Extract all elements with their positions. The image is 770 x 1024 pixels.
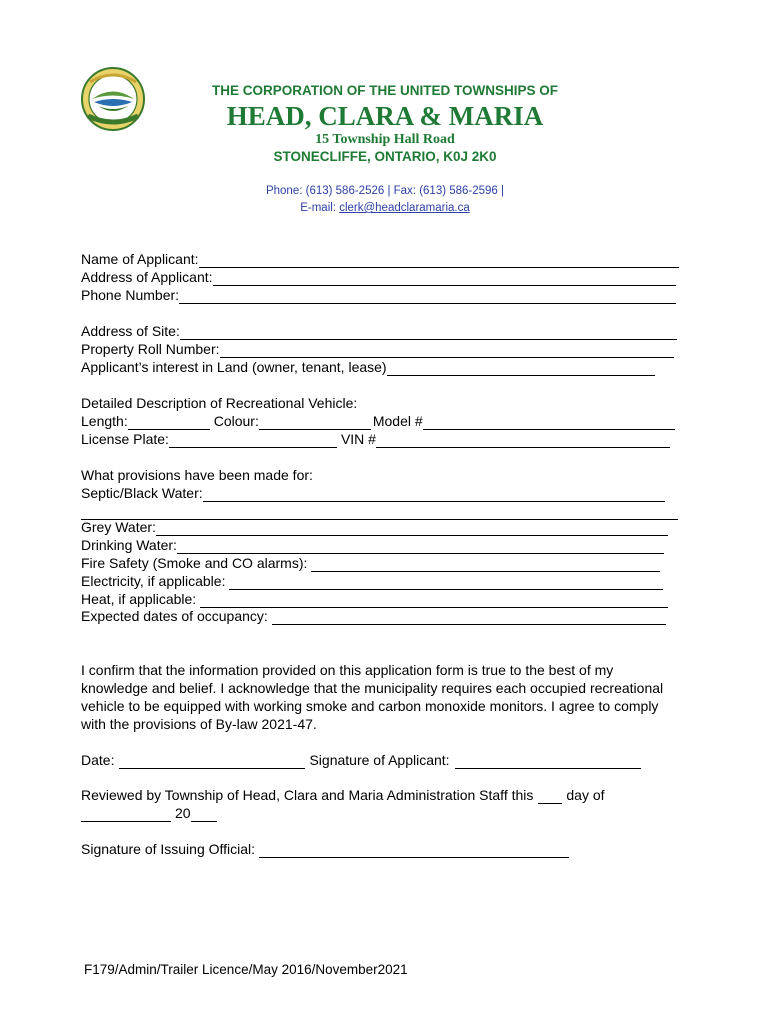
model-field[interactable] (423, 415, 675, 430)
official-signature-field[interactable] (259, 843, 569, 858)
grey-water-field[interactable] (156, 521, 668, 536)
email-line (0, 202, 770, 214)
roll-number-field[interactable] (220, 343, 674, 358)
review-month-year-row (81, 804, 217, 822)
electricity-field[interactable] (229, 575, 663, 590)
grey-water-label: Grey Water: (81, 519, 156, 535)
occupancy-dates-label: Expected dates of occupancy: (81, 608, 268, 624)
year-prefix: 20 (175, 805, 191, 821)
vehicle-heading-row (81, 394, 357, 412)
date-field[interactable] (119, 754, 305, 769)
model-label: Model # (372, 413, 423, 429)
occupancy-dates-field[interactable] (272, 610, 666, 625)
date-label: Date: (81, 752, 115, 768)
applicant-signature-field[interactable] (455, 754, 641, 769)
address-line-1: 15 Township Hall Road (315, 132, 455, 147)
address-line-2: STONECLIFFE, ONTARIO, K0J 2K0 (273, 149, 497, 164)
plate-vin-row (81, 430, 670, 448)
site-address-label: Address of Site: (81, 323, 180, 339)
applicant-address-label: Address of Applicant: (81, 269, 213, 285)
applicant-address-row (81, 268, 676, 286)
septic-field[interactable] (203, 487, 665, 502)
provisions-heading-row (81, 466, 313, 484)
applicant-signature-label: Signature of Applicant: (309, 752, 450, 768)
phone-fax: Phone: (613) 586-2526 | Fax: (613) 586-2596 | (265, 185, 505, 197)
vin-field[interactable] (376, 433, 670, 448)
email-link[interactable]: clerk@headclaramaria.ca (339, 202, 470, 214)
official-signature-label: Signature of Issuing Official: (81, 841, 256, 857)
septic-label: Septic/Black Water: (81, 485, 203, 501)
reviewed-row (81, 786, 605, 804)
vehicle-details-row (81, 412, 675, 430)
electricity-row (81, 572, 663, 590)
review-year-field[interactable] (191, 807, 217, 822)
township-name: HEAD, CLARA & MARIA (226, 101, 544, 131)
applicant-address-field[interactable] (213, 271, 676, 286)
vehicle-heading: Detailed Description of Recreational Vehicle: (81, 395, 358, 411)
vin-label: VIN # (340, 431, 376, 447)
site-address-field[interactable] (180, 325, 677, 340)
reviewed-label: Reviewed by Township of Head, Clara and Maria Administration Staff this (81, 787, 534, 803)
confirmation-statement: I confirm that the information provided on this application form is true to the best of my knowledge and belief. I acknowledge that the municipality requires each occupied recreational vehicle to be equipped with working smoke and carbon monoxide monitors. I agree to comply with the provisions of By-law 2021-47. (81, 662, 664, 732)
provisions-heading: What provisions have been made for: (81, 467, 313, 483)
license-plate-field[interactable] (169, 433, 337, 448)
land-interest-label: Applicant’s interest in Land (owner, tenant, lease) (81, 359, 387, 375)
grey-water-row (81, 518, 668, 536)
colour-label: Colour: (213, 413, 259, 429)
day-of-label: day of (566, 787, 605, 803)
land-interest-row (81, 358, 655, 376)
drinking-water-row (81, 536, 664, 554)
phone-number-label: Phone Number: (81, 287, 180, 303)
occupancy-dates-row (81, 607, 666, 625)
review-day-field[interactable] (538, 789, 562, 804)
date-signature-row (81, 751, 641, 769)
applicant-name-field[interactable] (199, 253, 679, 268)
fire-safety-row (81, 554, 660, 572)
applicant-name-label: Name of Applicant: (81, 251, 199, 267)
electricity-label: Electricity, if applicable: (81, 573, 226, 589)
corporation-heading: THE CORPORATION OF THE UNITED TOWNSHIPS OF (211, 83, 558, 98)
land-interest-field[interactable] (387, 361, 655, 376)
drinking-water-label: Drinking Water: (81, 537, 177, 553)
official-signature-row (81, 840, 569, 858)
site-address-row (81, 322, 677, 340)
length-label: Length: (81, 413, 128, 429)
email-label: E-mail: (300, 202, 340, 214)
heat-row (81, 590, 668, 608)
roll-number-label: Property Roll Number: (81, 341, 220, 357)
fire-safety-field[interactable] (311, 557, 660, 572)
phone-number-field[interactable] (179, 289, 676, 304)
heat-field[interactable] (200, 593, 668, 608)
heat-label: Heat, if applicable: (81, 591, 197, 607)
drinking-water-field[interactable] (177, 539, 664, 554)
phone-number-row (81, 286, 676, 304)
roll-number-row (81, 340, 674, 358)
fire-safety-label: Fire Safety (Smoke and CO alarms): (81, 555, 308, 571)
applicant-name-row (81, 250, 679, 268)
septic-row (81, 484, 665, 502)
form-footer-code: F179/Admin/Trailer Licence/May 2016/November2021 (84, 962, 408, 977)
review-month-field[interactable] (81, 807, 171, 822)
license-plate-label: License Plate: (81, 431, 169, 447)
length-field[interactable] (128, 415, 210, 430)
colour-field[interactable] (259, 415, 371, 430)
